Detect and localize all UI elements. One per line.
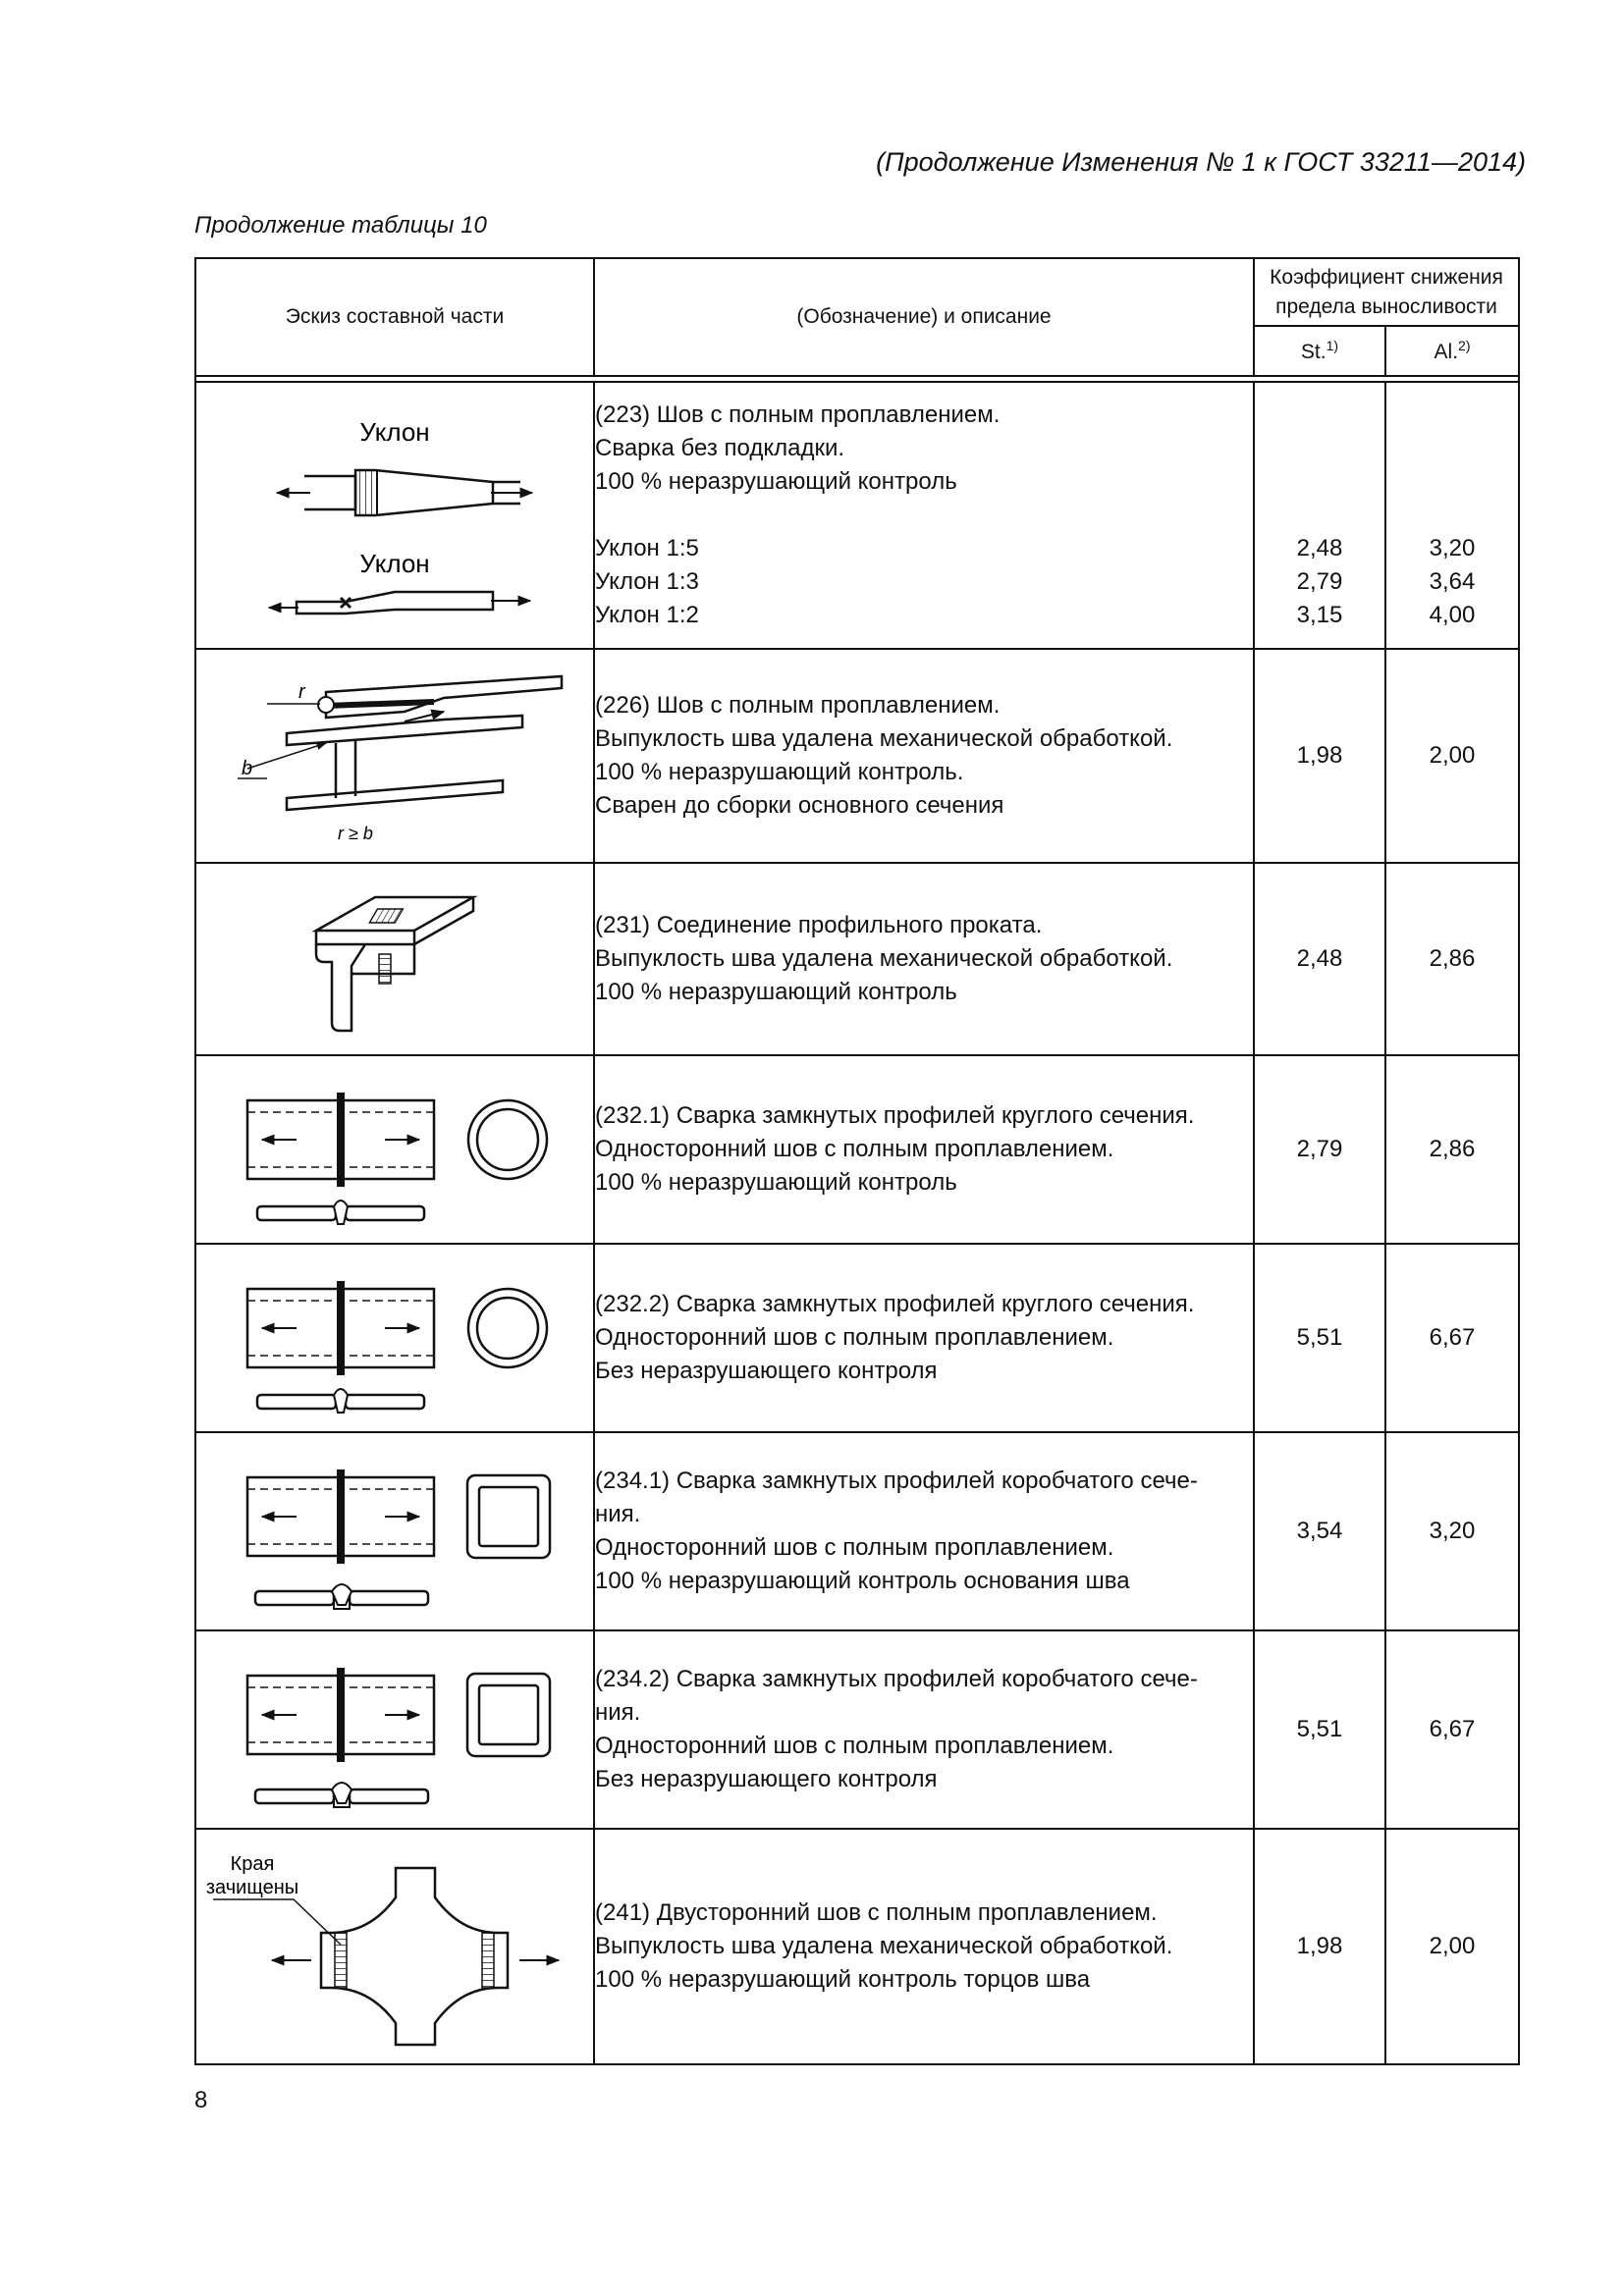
header-coefficient-line2: предела выносливости (1275, 294, 1497, 318)
header-st: St.$^{1)}$ (1254, 326, 1385, 376)
description-223: (223) Шов с полным проплавлением. Сварка без подкладки. 100 % неразрушающий контроль Уклон 1:5 Уклон 1:3 Уклон 1:2 (594, 382, 1254, 649)
al-value-232-1: 2,86 (1385, 1055, 1519, 1244)
table-row (195, 1432, 1519, 1630)
sketch-223 (195, 382, 594, 649)
table-row (195, 649, 1519, 863)
table-row (195, 1829, 1519, 2064)
st-value-232-2: 5,51 (1254, 1244, 1385, 1432)
sketch-234-2 (195, 1630, 594, 1829)
description-232-1: (232.1) Сварка замкнутых профилей круглого сечения. Односторонний шов с полным проплавлением. 100 % неразрушающий контроль (594, 1055, 1254, 1244)
sketch-241-label-2: зачищены (205, 1877, 299, 1898)
al-value-234-1: 3,20 (1385, 1432, 1519, 1630)
table-row (195, 863, 1519, 1055)
slope-label: Уклон 1:5 (595, 535, 699, 561)
description-234-1: (234.1) Сварка замкнутых профилей коробчатого сече- ния. Односторонний шов с полным проплавлением. 100 % неразрушающий контроль основания шва (594, 1432, 1254, 1630)
header-coefficient-line1: Коэффициент снижения (1270, 265, 1503, 289)
sketch-241-label-1: Края (230, 1853, 275, 1875)
box-tube-weld-sketch (228, 1448, 562, 1615)
box-tube-weld-sketch (228, 1646, 562, 1813)
round-tube-weld-sketch (228, 1071, 562, 1228)
header-sketch: Эскиз составной части (195, 258, 594, 376)
slope-butt-weld-sketch (247, 398, 542, 633)
sketch-231 (195, 863, 594, 1055)
sketch-226 (195, 649, 594, 863)
sketch-241 (195, 1829, 594, 2064)
slope-label: Уклон 1:2 (595, 602, 699, 628)
beam-flange-weld-sketch (208, 663, 581, 849)
al-value-232-2: 6,67 (1385, 1244, 1519, 1432)
description-234-2: (234.2) Сварка замкнутых профилей коробчатого сече- ния. Односторонний шов с полным проплавлением. Без неразрушающего контроля (594, 1630, 1254, 1829)
description-232-2: (232.2) Сварка замкнутых профилей круглого сечения. Односторонний шов с полным проплавлением. Без неразрушающего контроля (594, 1244, 1254, 1432)
st-value-223: 2,48 2,79 3,15 (1254, 382, 1385, 649)
fatigue-table (194, 257, 1520, 2065)
al-value-226: 2,00 (1385, 649, 1519, 863)
sketch-226-label-r: r (298, 681, 305, 703)
al-value-241: 2,00 (1385, 1829, 1519, 2064)
sketch-226-label-rb: r ≥ b (338, 824, 373, 843)
st-value-232-1: 2,79 (1254, 1055, 1385, 1244)
table-row (195, 1630, 1519, 1829)
table-row (195, 382, 1519, 649)
st-value-241: 1,98 (1254, 1829, 1385, 2064)
st-value-234-1: 3,54 (1254, 1432, 1385, 1630)
al-value-234-2: 6,67 (1385, 1630, 1519, 1829)
round-tube-weld-sketch (228, 1259, 562, 1416)
sketch-226-label-b: b (242, 758, 253, 779)
description-231: (231) Соединение профильного проката. Выпуклость шва удалена механической обработкой. 100 % неразрушающий контроль (594, 863, 1254, 1055)
sketch-234-1 (195, 1432, 594, 1630)
al-value-223: 3,20 3,64 4,00 (1385, 382, 1519, 649)
table-row (195, 1055, 1519, 1244)
description-226: (226) Шов с полным проплавлением. Выпуклость шва удалена механической обработкой. 100 % неразрушающий контроль. Сварен до сборки основного сечения (594, 649, 1254, 863)
running-head: (Продолжение Изменения № 1 к ГОСТ 33211—2014) (876, 147, 1526, 177)
header-description: (Обозначение) и описание (594, 258, 1254, 376)
sketch-223-label-1: Уклон (359, 417, 430, 447)
st-value-226: 1,98 (1254, 649, 1385, 863)
sketch-232-1 (195, 1055, 594, 1244)
slope-label: Уклон 1:3 (595, 568, 699, 595)
st-value-231: 2,48 (1254, 863, 1385, 1055)
header-al: Al.$^{2)}$ (1385, 326, 1519, 376)
al-value-231: 2,86 (1385, 863, 1519, 1055)
sketch-232-2 (195, 1244, 594, 1432)
cruciform-joint-sketch (203, 1839, 586, 2055)
st-value-234-2: 5,51 (1254, 1630, 1385, 1829)
table-row (195, 1244, 1519, 1432)
page-number: 8 (194, 2087, 208, 2113)
description-241: (241) Двусторонний шов с полным проплавлением. Выпуклость шва удалена механической обработкой. 100 % неразрушающий контроль торцов шва (594, 1829, 1254, 2064)
table-caption: Продолжение таблицы 10 (194, 212, 487, 239)
profile-joint-sketch (297, 876, 493, 1042)
header-coefficient (1254, 258, 1519, 326)
sketch-223-label-2: Уклон (359, 549, 430, 578)
